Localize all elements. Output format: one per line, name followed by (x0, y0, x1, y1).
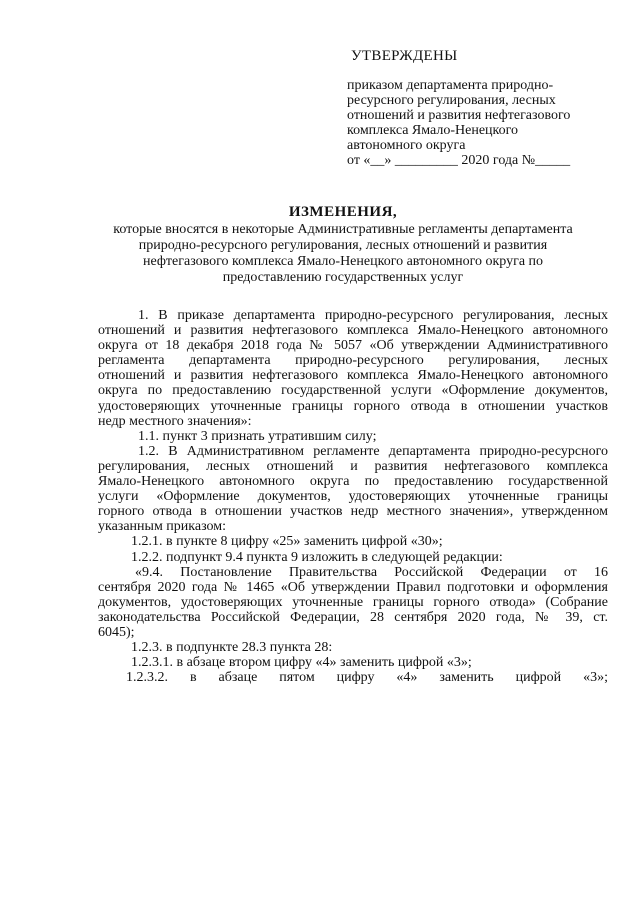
approval-line: отношений и развития нефтегазового (347, 108, 571, 123)
document-subtitle (100, 222, 586, 286)
quoted-text-line: 6045); (98, 624, 135, 640)
item-1-2-line: услуги «Оформление документов, удостоверяющих уточненные границы (98, 489, 608, 505)
item-1-2-line: регулирования, лесных отношений и развития нефтегазового комплекса (98, 458, 608, 474)
item-1-2-line: указанным приказом: (98, 519, 227, 535)
item-1-2-line: Ямало-Ненецкого автономного округа по предоставлению государственной (98, 474, 608, 490)
approval-details (347, 78, 607, 168)
paragraph-1-line: 1. В приказе департамента природно-ресурсного регулирования, лесных (138, 308, 608, 323)
item-1-2-2: 1.2.2. подпункт 9.4 пункта 9 изложить в следующей редакции: (131, 549, 503, 565)
item-1-2-3-2: 1.2.3.2. в абзаце пятом цифру «4» заменить цифрой «3»; (126, 670, 608, 686)
quoted-text-line: документов, удостоверяющих уточненные границы горного отвода» (Собрание (98, 594, 608, 610)
item-1-2-line: 1.2. В Административном регламенте департамента природно-ресурсного (138, 443, 608, 459)
paragraph-1-line: округа от 18 декабря 2018 года № 5057 «Об утверждении Административного (98, 338, 608, 354)
paragraph-1-line: регламента департамента природно-ресурсного регулирования, лесных (98, 353, 608, 369)
quoted-text-line: сентября 2020 года № 1465 «Об утверждении Правил подготовки и оформления (98, 579, 608, 595)
quoted-text-line: законодательства Российской Федерации, 28 сентября 2020 года, № 39, ст. (98, 609, 608, 625)
document-title: ИЗМЕНЕНИЯ, (288, 204, 398, 220)
approval-line: приказом департамента природно- (347, 78, 554, 93)
item-1-1: 1.1. пункт 3 признать утратившим силу; (138, 428, 377, 444)
paragraph-1-line: удостоверяющих уточненные границы горного отвода в отношении участков (98, 398, 608, 414)
paragraph-1-line: отношений и развития нефтегазового комплекса Ямало-Ненецкого автономного (98, 368, 608, 384)
subtitle-line: которые вносятся в некоторые Административные регламенты департамента (113, 222, 573, 237)
item-1-2-3-1: 1.2.3.1. в абзаце втором цифру «4» заменить цифрой «3»; (131, 655, 472, 671)
approval-date-line: от «__» _________ 2020 года №_____ (347, 153, 571, 168)
quoted-text-line: «9.4. Постановление Правительства Российской Федерации от 16 (135, 564, 608, 580)
item-1-2-line: горного отвода в отношении участков недр местного значения», утвержденном (98, 504, 608, 520)
subtitle-line: предоставлению государственных услуг (222, 270, 464, 285)
paragraph-1-line: округа по предоставлению государственной услуги «Оформление документов, (98, 383, 608, 399)
paragraph-1-line: недр местного значения»: (98, 413, 252, 429)
document-body (98, 308, 608, 685)
approval-line: комплекса Ямало-Ненецкого (347, 123, 519, 138)
subtitle-line: природно-ресурсного регулирования, лесных отношений и развития (138, 238, 548, 253)
item-1-2-3: 1.2.3. в подпункте 28.3 пункта 28: (131, 640, 333, 656)
subtitle-line: нефтегазового комплекса Ямало-Ненецкого автономного округа по (142, 254, 544, 269)
paragraph-1-line: отношений и развития нефтегазового комплекса Ямало-Ненецкого автономного (98, 323, 608, 339)
approval-line: автономного округа (347, 138, 466, 153)
item-1-2-1: 1.2.1. в пункте 8 цифру «25» заменить цифрой «30»; (131, 534, 443, 550)
approval-line: ресурсного регулирования, лесных (347, 93, 556, 108)
approval-heading: УТВЕРЖДЕНЫ (351, 48, 458, 64)
